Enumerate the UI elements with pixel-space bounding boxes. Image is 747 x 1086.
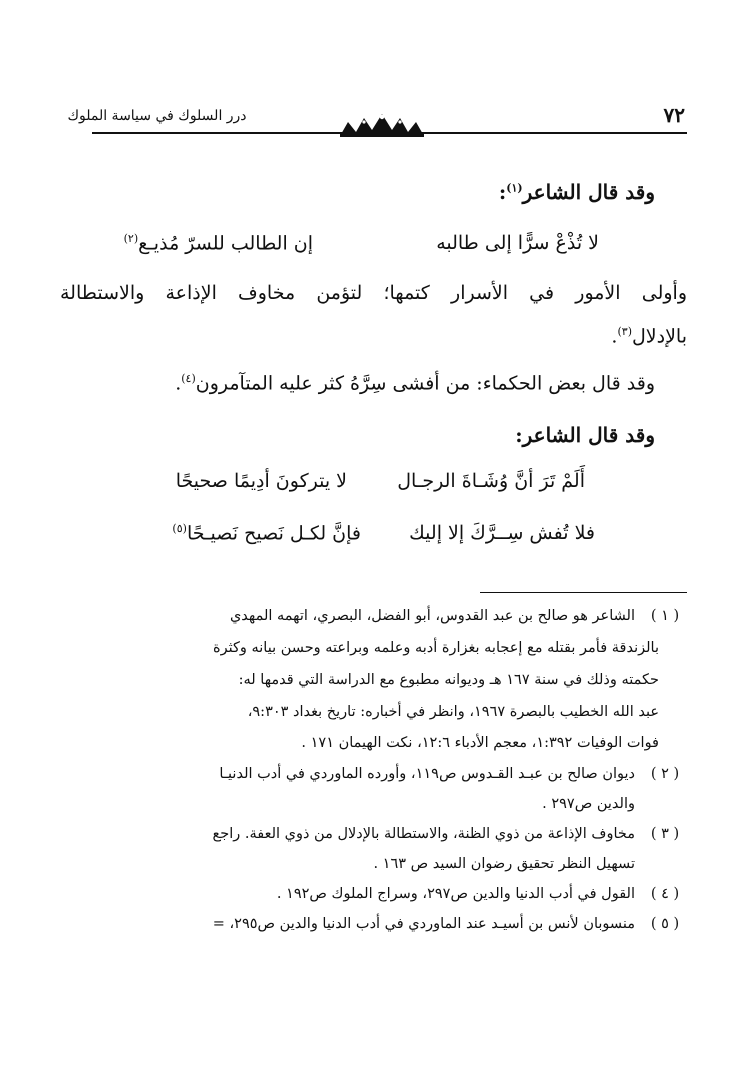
- footnote-1-line-4: عبد الله الخطيب بالبصرة ١٩٦٧، وانظر في أخباره: تاريخ بغداد ٩:٣٠٣،: [247, 704, 659, 720]
- page-number: ٧٢: [663, 103, 685, 127]
- footnote-1-line-1: الشاعر هو صالح بن عبد القدوس، أبو الفضل، البصري، اتهمه المهدي: [229, 608, 635, 624]
- heading-text: وقد قال الشاعر: [522, 180, 655, 204]
- verse2-second-hemistich: لا يتركونَ أدِيمًا صحيحًا: [175, 470, 347, 492]
- paragraph-1-line-2: [611, 325, 687, 347]
- verse1-second-hemistich: [124, 232, 313, 254]
- verse3-second-text: فإنَّ لكـل نَصيح نَصيـحًا: [186, 522, 361, 545]
- footnote-1-line-5: فوات الوفيات ١:٣٩٢، معجم الأدباء ١٢:٦، نكت الهيمان ١٧١ .: [301, 735, 659, 751]
- footnote-3-line-2: تسهيل النظر تحقيق رضوان السيد ص ١٦٣ .: [373, 856, 635, 872]
- paragraph-1-period: .: [611, 325, 618, 348]
- verse2-first-hemistich: أَلَمْ تَرَ أنَّ وُشَـاةَ الرجـال: [397, 470, 585, 492]
- paragraph-1-line-1: وأولى الأمور في الأسرار كتمها؛ لتؤمن مخاوف الإذاعة والاستطالة: [60, 282, 687, 304]
- paragraph-2: [175, 372, 655, 394]
- footnote-2-line-1: ديوان صالح بن عبـد القـدوس ص١١٩، وأورده الماوردي في أدب الدنيـا: [219, 766, 635, 782]
- heading-poet-said: [499, 180, 655, 204]
- footnote-1-number: ( ١ ): [650, 608, 680, 624]
- footnote-ref-3[interactable]: (٣): [617, 325, 632, 338]
- footnote-4-number: ( ٤ ): [650, 886, 680, 902]
- footnote-3-line-1: مخاوف الإذاعة من ذوي الظنة، والاستطالة بالإدلال من ذوي العفة. راجع: [212, 826, 635, 842]
- footnote-4-line-1: القول في أدب الدنيا والدين ص٢٩٧، وسراج الملوك ص١٩٢ .: [276, 886, 635, 902]
- footnote-3-number: ( ٣ ): [650, 826, 680, 842]
- paragraph-2-period: .: [175, 372, 182, 395]
- footnote-ref-2[interactable]: (٢): [123, 232, 139, 245]
- footnote-ref-1[interactable]: (١): [506, 181, 523, 195]
- heading-colon: :: [498, 180, 507, 204]
- footnote-ref-4[interactable]: (٤): [181, 372, 196, 385]
- footnote-2-line-2: والدين ص٢٩٧ .: [542, 796, 635, 812]
- heading-poet-said-2: وقد قال الشاعر:: [515, 423, 655, 447]
- footnote-1-line-2: بالزندقة فأمر بقتله مع إعجابه بغزارة أدبه وعلمه وبراعته وحسن بيانه وكثرة: [212, 640, 659, 656]
- verse3-first-hemistich: فلا تُفش سِــرَّكَ إلا إليك: [409, 522, 595, 544]
- paragraph-1-text: بالإدلال: [631, 325, 687, 348]
- footnote-2-number: ( ٢ ): [650, 766, 680, 782]
- verse1-first-hemistich: لا تُذْعْ سرًّا إلى طالبه: [436, 232, 599, 254]
- footnote-separator: [480, 592, 687, 593]
- verse1-second-text: إن الطالب للسرّ مُذيـع: [138, 232, 313, 255]
- footnote-5-number: ( ٥ ): [650, 916, 680, 932]
- footnote-1-line-3: حكمته وذلك في سنة ١٦٧ هـ وديوانه مطبوع مع الدراسة التي قدمها له:: [238, 672, 659, 688]
- verse3-second-hemistich: [172, 522, 361, 544]
- footnote-ref-5[interactable]: (٥): [172, 522, 187, 535]
- header-rule: [92, 132, 687, 134]
- paragraph-2-text: وقد قال بعض الحكماء: من أفشى سِرَّهُ كثر عليه المتآمرون: [195, 372, 655, 395]
- crown-ornament-icon: [338, 112, 426, 138]
- running-header-title: درر السلوك في سياسة الملوك: [67, 108, 247, 124]
- footnote-5-line-1: منسوبان لأنس بن أسيـد عند الماوردي في أدب الدنيا والدين ص٢٩٥، =: [212, 916, 635, 932]
